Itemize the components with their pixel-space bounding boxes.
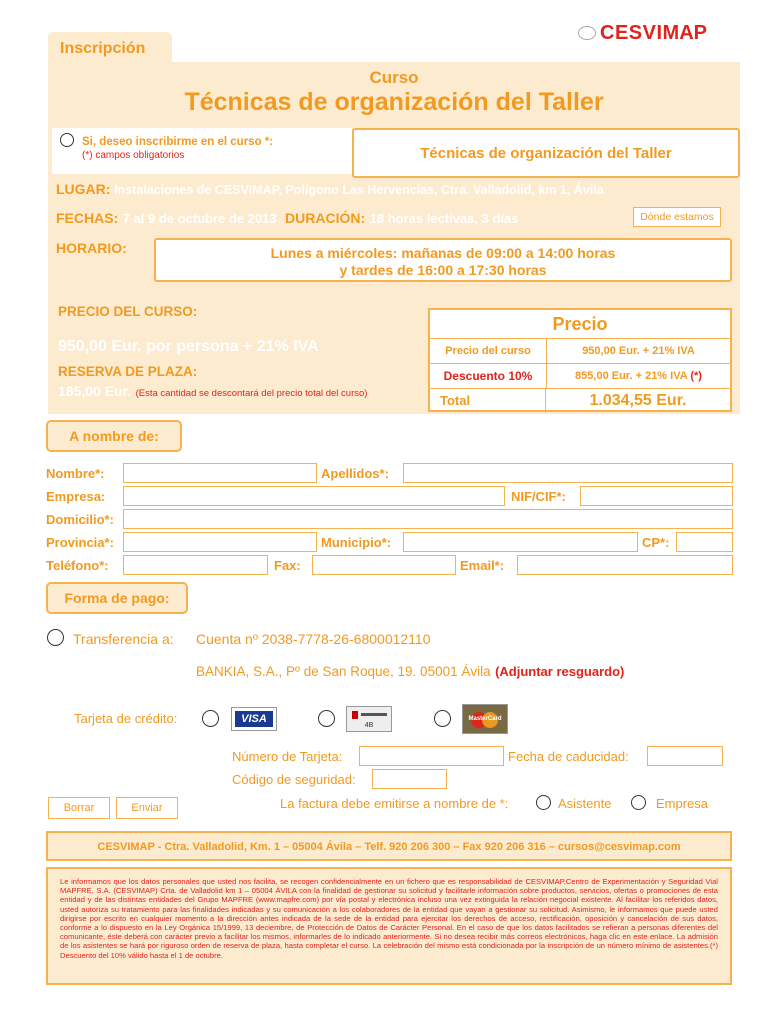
logo-icon: [578, 26, 596, 40]
a-nombre-section-title: A nombre de:: [46, 420, 182, 452]
empresa-label: Empresa:: [46, 489, 106, 504]
borrar-button[interactable]: Borrar: [48, 797, 110, 819]
domicilio-field[interactable]: [123, 509, 733, 529]
empresa-radio[interactable]: [631, 795, 646, 810]
enroll-radio[interactable]: [60, 133, 74, 147]
card2-radio[interactable]: [318, 710, 335, 727]
fax-label: Fax:: [274, 558, 301, 573]
price-row: Total 1.034,55 Eur.: [430, 389, 730, 413]
donde-estamos-button[interactable]: Dónde estamos: [633, 207, 721, 227]
reserva-label: RESERVA DE PLAZA:: [58, 364, 198, 379]
course-name-box: Técnicas de organización del Taller: [352, 128, 740, 178]
telefono-label: Teléfono*:: [46, 558, 109, 573]
enviar-button[interactable]: Enviar: [116, 797, 178, 819]
municipio-field[interactable]: [403, 532, 638, 552]
enroll-label: Si, deseo inscribirme en el curso *:: [82, 136, 274, 148]
visa-card-icon: VISA: [231, 707, 277, 731]
apellidos-field[interactable]: [403, 463, 733, 483]
cuenta-text: Cuenta nº 2038-7778-26-6800012110: [196, 631, 431, 647]
transferencia-label: Transferencia a:: [73, 631, 174, 647]
cesvimap-logo: CESVI MAP: [578, 22, 707, 44]
fechas-row: FECHAS: 7 al 9 de octubre de 2013 DURACIÓN: 18 horas lectivas, 3 días: [56, 210, 519, 226]
nif-label: NIF/CIF*:: [511, 489, 566, 504]
empresa-field[interactable]: [123, 486, 505, 506]
codigo-seguridad-label: Código de seguridad:: [232, 772, 356, 787]
numero-tarjeta-label: Número de Tarjeta:: [232, 749, 343, 764]
required-note: (*) campos obligatorios: [82, 150, 185, 161]
price-row: Precio del curso 950,00 Eur. + 21% IVA: [430, 339, 730, 364]
horario-label: HORARIO:: [56, 240, 127, 256]
page-title: Técnicas de organización del Taller: [184, 88, 604, 116]
tarjeta-label: Tarjeta de crédito:: [74, 711, 178, 726]
caducidad-label: Fecha de caducidad:: [508, 749, 629, 764]
domicilio-label: Domicilio*:: [46, 512, 114, 527]
forma-pago-section-title: Forma de pago:: [46, 582, 188, 614]
provincia-label: Provincia*:: [46, 535, 114, 550]
precio-label: PRECIO DEL CURSO:: [58, 304, 198, 319]
footer-contact-bar: CESVIMAP - Ctra. Valladolid, Km. 1 – 05004 Ávila – Telf. 920 206 300 – Fax 920 206 316 – cursos@cesvimap.com: [46, 831, 732, 861]
inscripcion-tab: Inscripción: [48, 32, 172, 66]
price-table: [428, 308, 732, 412]
numero-tarjeta-field[interactable]: [359, 746, 504, 766]
nif-field[interactable]: [580, 486, 733, 506]
price-table-title: Precio: [430, 310, 730, 339]
4b-card-icon: 4B: [346, 706, 392, 732]
lugar-row: LUGAR: Instalaciones de CESVIMAP, Polígono Las Hervencias, Ctra. Valladolid, km 1, Ávila: [56, 181, 604, 197]
transferencia-radio[interactable]: [47, 629, 64, 646]
banco-row: BANKIA, S.A., Pº de San Roque, 19. 05001 Ávila (Adjuntar resguardo): [196, 664, 625, 679]
reserva-row: 185,00 Eur. (Esta cantidad se descontará del precio total del curso): [58, 383, 368, 399]
cp-field[interactable]: [676, 532, 733, 552]
municipio-label: Municipio*:: [321, 535, 392, 550]
email-label: Email*:: [460, 558, 505, 573]
mastercard-icon: MasterCard: [462, 704, 508, 734]
cp-label: CP*:: [642, 535, 670, 550]
nombre-label: Nombre*:: [46, 466, 105, 481]
caducidad-field[interactable]: [647, 746, 723, 766]
price-row: Descuento 10% 855,00 Eur. + 21% IVA (*): [430, 364, 730, 389]
horario-box: Lunes a miércoles: mañanas de 09:00 a 14:00 horas y tardes de 16:00 a 17:30 horas: [154, 238, 732, 282]
codigo-seguridad-field[interactable]: [372, 769, 447, 789]
apellidos-label: Apellidos*:: [321, 466, 389, 481]
telefono-field[interactable]: [123, 555, 268, 575]
nombre-field[interactable]: [123, 463, 317, 483]
visa-radio[interactable]: [202, 710, 219, 727]
factura-label: La factura debe emitirse a nombre de *:: [280, 796, 509, 811]
asistente-label: Asistente: [558, 796, 612, 811]
fax-field[interactable]: [312, 555, 456, 575]
provincia-field[interactable]: [123, 532, 317, 552]
empresa-factura-label: Empresa: [656, 796, 709, 811]
mastercard-radio[interactable]: [434, 710, 451, 727]
legal-notice: Le informamos que los datos personales que usted nos facilita, se recogen confidencialmente en un fichero que es responsabilidad de CESVIMAP,Centro de Experimentación y Seguridad Vial MAPFRE, S.A. (CESVIMAP) Crta. de Valladolid km 1 – 05004 ÁVILA con la finalidad de gestionar su solicitud y facilitarle información sobre productos, servicios, ofertas o promociones de esta entidad y de las distintas entidades del Grupo MAPFRE (www.mapfre.com) por vía postal y electrónica incluso una vez extinguida la relación negocial existente. Al facilitar los referidos datos, usted autoriza su tratamiento para las finalidades indicadas y su comunicación a los colaboradores de la entidad que vayan a gestionar su solicitud. Asimismo, le informamos que puede usted dirigirse por escrito en cualquier momento a la dirección antes indicada de la sede de la entidad para ejercitar los derechos de acceso, rectificación, oposición y cancelación de sus datos, conforme a lo dispuesto en la Ley Orgánica 15/1999, 13 deciembre, de Protección de Datos de Carácter Personal. En el caso de que los datos facilitados se refieran a personas diferentes del comunicante, éste deberá con carácter previo a facilitar los mismos, informarles de lo indicado anteriormente. Si no desea recibir más correos electrónicos, haga clic en este enlace. La admisión de los asistentes se hará por riguroso orden de reserva de plaza, hasta completar el curso. La celebración del mismo está condicionada por la inscripción de un número mínimo de asistentes.(*) Descuento del 10% válido hasta el 1 de octubre.: [46, 867, 732, 985]
precio-value: 950,00 Eur. por persona + 21% IVA: [58, 338, 319, 355]
email-field[interactable]: [517, 555, 733, 575]
curso-label: Curso: [369, 68, 419, 87]
asistente-radio[interactable]: [536, 795, 551, 810]
